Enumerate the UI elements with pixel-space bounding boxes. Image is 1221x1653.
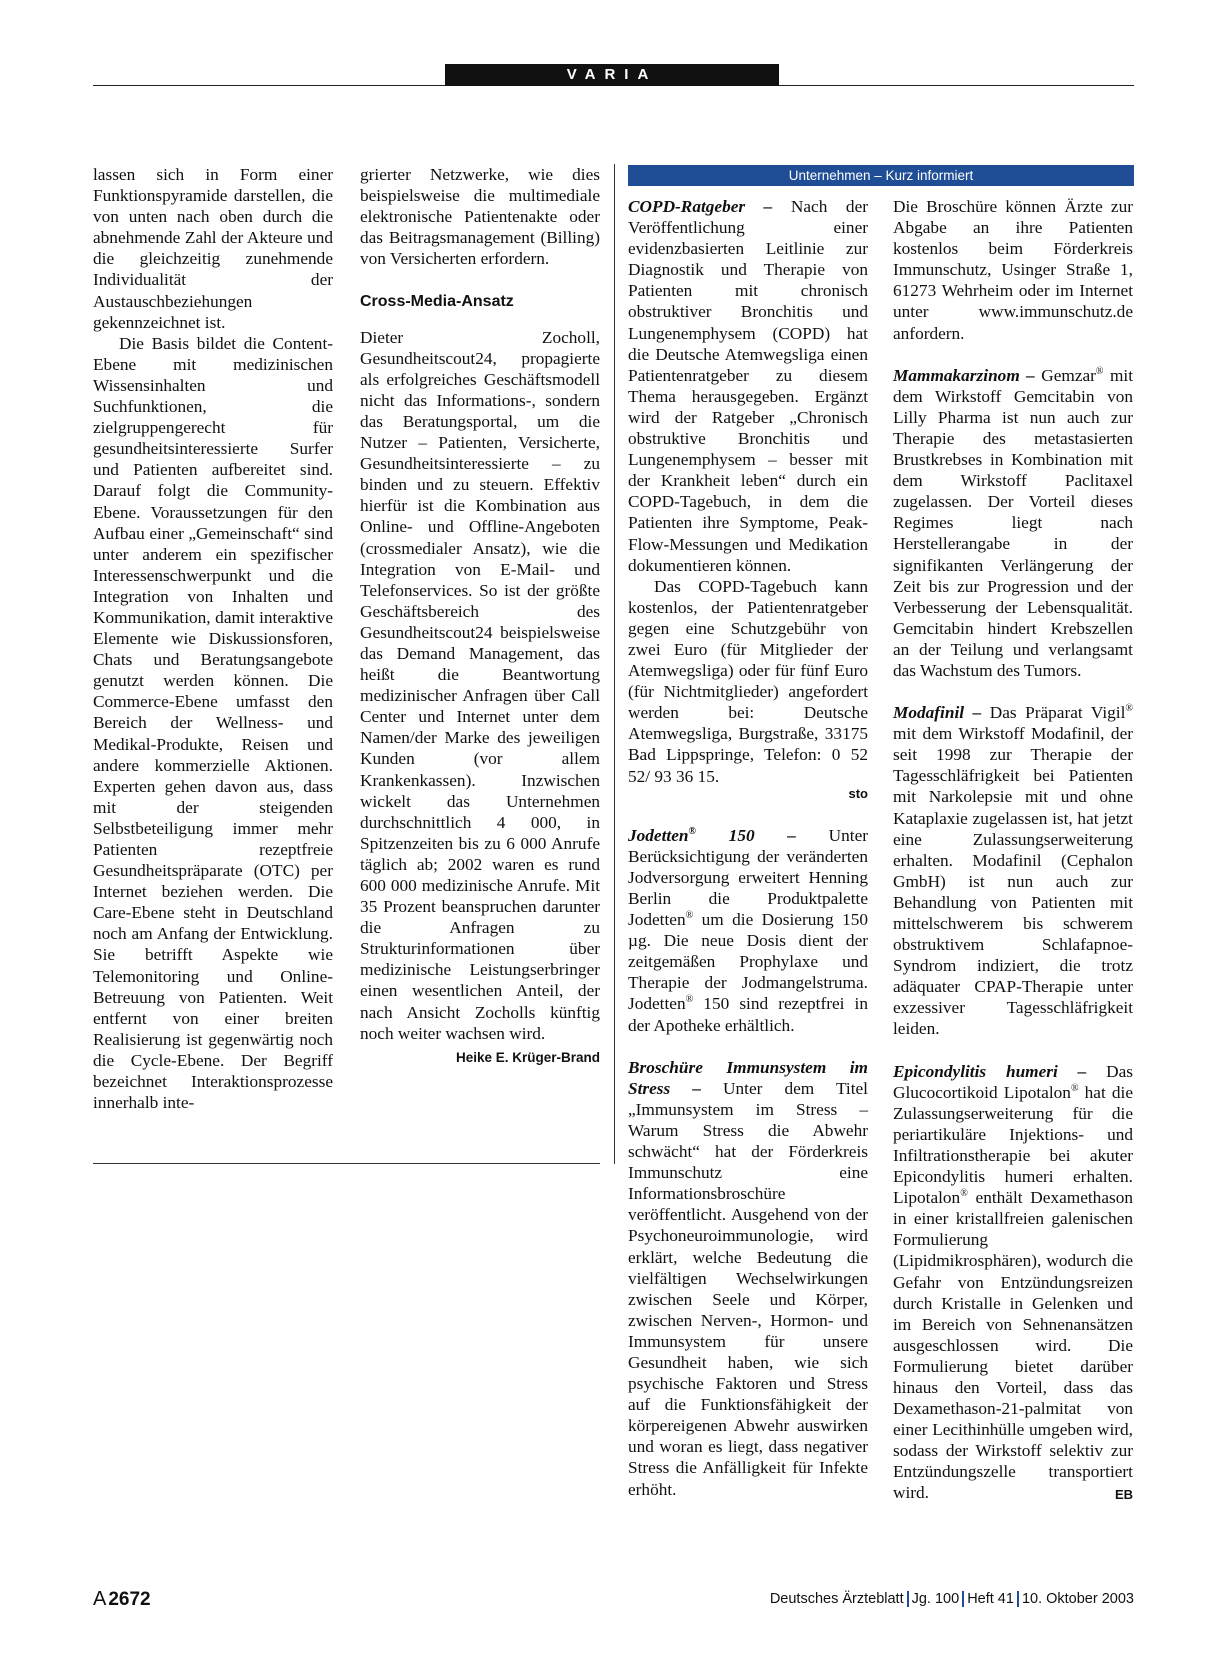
journal-info bbox=[770, 1591, 1134, 1607]
news-column-2 bbox=[893, 196, 1133, 1506]
paragraph bbox=[360, 327, 600, 1065]
author-signature: Heike E. Krüger-Brand bbox=[455, 1049, 600, 1065]
news-column-1 bbox=[628, 196, 868, 1500]
volume: Jg. 100 bbox=[911, 1591, 960, 1607]
news-lead: COPD-Ratgeber – bbox=[628, 197, 773, 216]
signature: sto bbox=[848, 785, 868, 801]
date: 10. Oktober 2003 bbox=[1021, 1591, 1134, 1607]
issue: Heft 41 bbox=[967, 1591, 1014, 1607]
section-title: VARIA bbox=[445, 64, 779, 86]
article-column-1 bbox=[93, 164, 333, 1113]
news-item-mammakarzinom: Mammakarzinom – Gemzar® mit dem Wirkstoff Gemcitabin von Lilly Pharma ist nun auch zur Therapie des metastasierten Brustkrebses in Kombination mit dem Wirkstoff Paclitaxel zugelassen. Der Vorteil dieses Regimes liegt nach Herstellerangabe in der signifikanten Verlängerung der Zeit bis zur Progression und der Verbesserung der Lebensqualität. Gemcitabin hindert Krebszellen an der Teilung und verlangsamt das Wachstum des Tumors. bbox=[893, 365, 1133, 680]
separator bbox=[1017, 1591, 1019, 1607]
paragraph: Das COPD-Tagebuch kann kostenlos, der Patientenratgeber gegen eine Schutzgebühr von zwei Euro (für Mitglieder der Atemwegsliga) oder für fünf Euro (für Nichtmitglieder) angefordert werden bei: Deutsche Atemwegsliga, Burgstraße, 33175 Bad Lippspringe, Telefon: 0 52 52/ 93 36 15. bbox=[628, 576, 868, 786]
article-column-2 bbox=[360, 164, 600, 1068]
paragraph: lassen sich in Form einer Funktionspyramide darstellen, die von unten nach oben durch die abnehmende Zahl der Akteure und die gleichzeitig zunehmende Individualität der Austauschbeziehungen gekennzeichnet ist. bbox=[93, 165, 333, 332]
news-item-copd: COPD-Ratgeber – Nach der Veröffentlichung einer evidenzbasierten Leitlinie zur Diagnostik und Therapie von Patienten mit chronisch obstruktiver Bronchitis und Lungenemphysem (COPD) hat die Deutsche Atemwegsliga einen Patientenratgeber zu diesem Thema herausgegeben. Ergänzt wird der Ratgeber „Chronisch obstruktive Bronchitis und Lungenemphysem – besser mit der Krankheit leben“ durch ein COPD-Tagebuch, in dem die Patienten ihre Symptome, Peak-Flow-Messungen und Medikation dokumentieren können. bbox=[628, 197, 868, 575]
news-section-bar: Unternehmen – Kurz informiert bbox=[628, 165, 1134, 186]
news-item-jodetten: Jodetten® 150 – Unter Berücksichtigung der veränderten Jodversorgung erweitert Henning Berlin die Produktpalette Jodetten® um die Dosierung 150 µg. Die neue Dosis dient der zeitgemäßen Prophylaxe und Therapie der Jodmangelstruma. Jodetten® 150 sind rezeptfrei in der Apotheke erhältlich. bbox=[628, 825, 869, 1035]
separator bbox=[962, 1591, 964, 1607]
column-divider bbox=[614, 164, 615, 1164]
news-item-modafinil: Modafinil – Das Präparat Vigil® mit dem Wirkstoff Modafinil, der seit 1998 zur Therapie der Tagesschläfrigkeit bei Patienten mit Narkolepsie mit und ohne Kataplaxie zugelassen ist, hat jetzt eine Zulassungserweiterung erhalten. Modafinil (Cephalon GmbH) ist nun auch zur Behandlung von Patienten mit mittelschwerem bis schwerem obstruktivem Schlafapnoe-Syndrom indiziert, die trotz adäquater CPAP-Therapie unter exzessiver Tagesschläfrigkeit leiden. bbox=[893, 703, 1133, 1039]
journal-name: Deutsches Ärzteblatt bbox=[769, 1591, 904, 1607]
news-lead: Mammakarzinom – bbox=[893, 365, 1035, 385]
signature: EB bbox=[1114, 1487, 1133, 1503]
paragraph: Die Basis bildet die Content-Ebene mit medizinischen Wissensinhalten und Suchfunktionen, die zielgruppengerecht für gesundheitsinteressierte Surfer und Patienten aufbereitet sind. Darauf folgt die Community-Ebene. Voraussetzungen für den Aufbau einer „Gemeinschaft“ sind unter anderem ein spezifischer Interessenschwerpunkt und die Integration von Inhalten und Kommunikation, damit interaktive Elemente wie Diskussionsforen, Chats und Beratungsangebote genutzt werden können. Die Commerce-Ebene umfasst den Bereich der Wellness- und Medikal-Produkte, Reisen und andere kommerzielle Aktionen. Experten gehen davon aus, dass mit der steigenden Selbstbeteiligung immer mehr Patienten rezeptfreie Gesundheitspräparate (OTC) per Internet beziehen werden. Die Care-Ebene steht in Deutschland noch am Anfang der Entwicklung. Sie betrifft Aspekte wie Telemonitoring und Online-Betreuung von Patienten. Weit entfernt von einer breiten Realisierung ist gegenwärtig noch die Cycle-Ebene. Der Begriff bezeichnet Interaktionsprozesse innerhalb inte- bbox=[93, 333, 333, 1113]
news-lead: Epicondylitis humeri – bbox=[893, 1061, 1087, 1081]
article-end-rule bbox=[93, 1163, 600, 1164]
news-item-broschuere: Broschüre Immunsystem im Stress – Unter dem Titel „Immunsystem im Stress – Warum Stress die Abwehr schwächt“ hat der Förderkreis Immunschutz eine Informationsbroschüre veröffentlicht. Ausgehend von der Psychoneuroimmunologie, wird erklärt, welche Bedeutung die vielfältigen Wechselwirkungen zwischen Seele und Körper, zwischen Nerven-, Hormon- und Immunsystem für unsere Gesundheit haben, wie sich psychische Faktoren und Stress auf die Funktionsfähigkeit der körpereigenen Abwehr auswirken und woran es liegt, dass negativer Stress die Anfälligkeit für Infekte erhöht. bbox=[628, 1057, 868, 1499]
journal-a-mark: A bbox=[93, 1588, 107, 1610]
separator bbox=[907, 1591, 909, 1607]
news-item-epicondylitis: Epicondylitis humeri – Das Glucocortikoid Lipotalon® hat die Zulassungserweiterung für die periartikuläre Injektions- und Infiltrationstherapie bei akuter Epicondylitis humeri erhalten. Lipotalon® enthält Dexamethason in einer kristallfreien galenischen Formulierung (Lipidmikrosphären), wodurch die Gefahr von Entzündungsreizen durch Kristalle in Gelenken und im Bereich von Sehnenansätzen ausgeschlossen wird. Die Formulierung bietet darüber hinaus den Vorteil, dass das Dexamethason-21-palmitat von einer Lecithinhülle umgeben wird, sodass der Wirkstoff selektiv zur Entzündungszelle transportiert wird. EB bbox=[893, 1061, 1133, 1504]
news-lead: Modafinil – bbox=[893, 703, 982, 723]
subheading: Cross-Media-Ansatz bbox=[360, 293, 514, 311]
paragraph: grierter Netzwerke, wie dies beispielsweise die multimediale elektronische Patientenakte oder das Beitragsmanagement (Billing) von Versicherten erfordern. bbox=[360, 165, 600, 269]
news-lead: Jodetten® 150 – bbox=[628, 825, 796, 845]
paragraph: Die Broschüre können Ärzte zur Abgabe an ihre Patienten kostenlos beim Förderkreis Immunschutz, Usinger Straße 1, 61273 Wehrheim oder im Internet unter www.immunschutz.de anfordern. bbox=[893, 197, 1133, 343]
news-lead: Broschüre Immunsystem im Stress – bbox=[628, 1057, 868, 1098]
paragraph-text: Dieter Zocholl, Gesundheitscout24, propagierte als erfolgreiches Geschäftsmodell nicht das Informations-, sondern das Beratungsportal, um die Nutzer – Patienten, Versicherte, Gesundheitsinteressierte – zu binden und zu steuern. Effektiv hierfür ist die Kombination aus Online- und Offline-Angeboten (crossmedialer Ansatz), wie die Integration von E-Mail- und Telefonservices. So ist der größte Geschäftsbereich des Gesundheitscout24 beispielsweise das Demand Management, das heißt die Beantwortung medizinischer Anfragen über Call Center und Internet unter dem Namen/der Marke des jeweiligen Kunden (vor allem Krankenkassen). Inzwischen wickelt das Unternehmen durchschnittlich 4 000, in Spitzenzeiten bis zu 6 000 Anrufe täglich ab; 2002 waren es rund 600 000 medizinische Anrufe. Mit 35 Prozent beanspruchen darunter die Anfragen zu Strukturinformationen über medizinische Leistungserbringer einen wesentlichen Anteil, der nach Ansicht Zocholls künftig noch weiter wachsen wird. bbox=[360, 327, 600, 1043]
page-number: A 2672 bbox=[93, 1588, 151, 1610]
